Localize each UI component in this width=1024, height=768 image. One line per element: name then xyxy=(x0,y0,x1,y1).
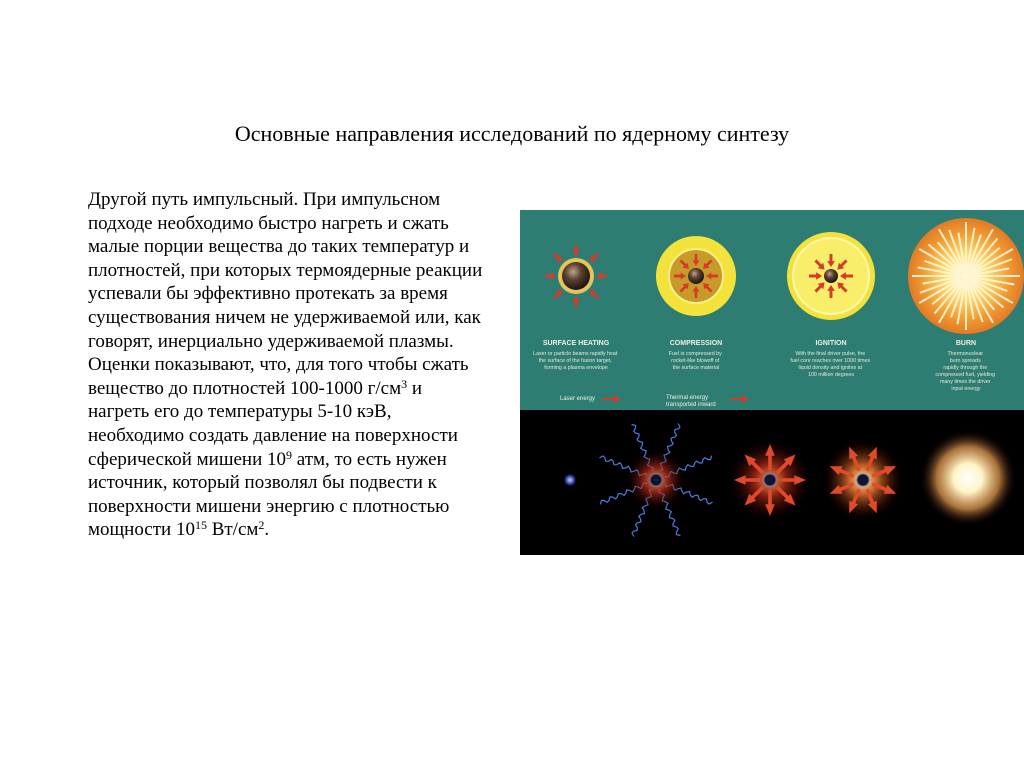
body-segment-2: и нагреть его до температуры 5-10 кэВ, необходимо создать давление на поверхности сферической мишени 10 xyxy=(88,377,458,470)
legend-thermal-energy-label xyxy=(666,395,716,408)
fuel-pellet xyxy=(562,262,590,290)
desc-line: rapidly through the xyxy=(943,365,988,371)
desc-line: the surface of the fusion target, xyxy=(538,358,612,364)
fusion-stages-figure xyxy=(520,210,1024,555)
desc-line: Fuel is compressed by xyxy=(668,351,722,357)
desc-line: 100 million degrees xyxy=(808,372,854,378)
stage-4-photo xyxy=(823,440,903,520)
stage-desc-compression xyxy=(669,351,723,371)
stage-1-photo xyxy=(563,473,577,487)
stage-title-compression: COMPRESSION xyxy=(669,340,723,347)
superscript-power-exp: 15 xyxy=(194,518,207,533)
body-paragraph xyxy=(88,188,488,542)
desc-line: forming a plasma envelope xyxy=(544,365,608,371)
pellet-glow xyxy=(563,473,577,487)
fusion-stages-svg xyxy=(520,210,1024,555)
desc-line: rocket-like blowoff of xyxy=(671,358,720,364)
body-text xyxy=(88,188,488,542)
compressed-core xyxy=(688,268,704,284)
desc-line: With the final driver pulse, the xyxy=(795,351,866,357)
desc-line: many times the driver xyxy=(939,379,991,385)
superscript-area-exp: 2 xyxy=(258,518,265,533)
legend-laser-energy-label: Laser energy xyxy=(560,396,596,402)
stage-burn-diagram xyxy=(908,218,1024,334)
body-segment-1: Другой путь импульсный. При импульсном подходе необходимо быстро нагреть и сжать малые порции вещества до таких температур и плотностей, при которых термоядерные реакции успевали бы эффективно протекать за время существования ничем не удерживаемой или, как говорят, инерциально удерживаемой плазмы. Оценки показывают, что, для того чтобы сжать вещество до плотностей 100-1000 г/см xyxy=(88,189,483,399)
body-segment-4: Вт/см xyxy=(206,519,259,541)
stage-compression-diagram xyxy=(656,236,736,316)
stage-title-surface-heating: SURFACE HEATING xyxy=(542,340,610,347)
desc-line: input energy xyxy=(951,386,981,392)
ignited-core xyxy=(824,269,838,283)
desc-line: compressed fuel, yielding xyxy=(935,372,996,378)
stage-title-ignition: IGNITION xyxy=(815,340,847,347)
stage-title-burn: BURN xyxy=(955,340,977,347)
stage-ignition-diagram xyxy=(787,232,875,320)
desc-line: fuel core reaches over 1000 times xyxy=(790,358,871,364)
slide-title: Основные направления исследований по ядерному синтезу xyxy=(234,121,790,146)
desc-line: burn spreads xyxy=(949,358,981,364)
desc-line: liquid density and ignites at xyxy=(798,365,863,371)
legend-line: transported inward xyxy=(666,402,716,408)
ignition-burst-core xyxy=(857,474,869,486)
superscript-pressure-exp: 9 xyxy=(286,447,292,462)
stage-surface-heating-diagram xyxy=(545,245,607,307)
desc-line: the surface material xyxy=(672,365,720,371)
stage-5-photo xyxy=(920,430,1016,526)
body-segment-3: атм, то есть нужен источник, который позволял бы подвести к поверхности мишени энергию с плотностью мощности 10 xyxy=(88,448,450,541)
stage-desc-surface-heating xyxy=(533,351,619,371)
burn-flash xyxy=(920,430,1016,526)
body-segment-5: . xyxy=(264,519,270,541)
ignition-photo-core xyxy=(764,474,776,486)
stage-3-photo xyxy=(730,440,810,520)
legend-line: Thermal energy xyxy=(666,395,709,401)
desc-line: Thermonuclear xyxy=(947,351,984,357)
compression-core xyxy=(650,474,662,486)
desc-line: Laser or particle beams rapidly heat xyxy=(533,351,618,357)
superscript-density-exp: 3 xyxy=(401,376,408,391)
